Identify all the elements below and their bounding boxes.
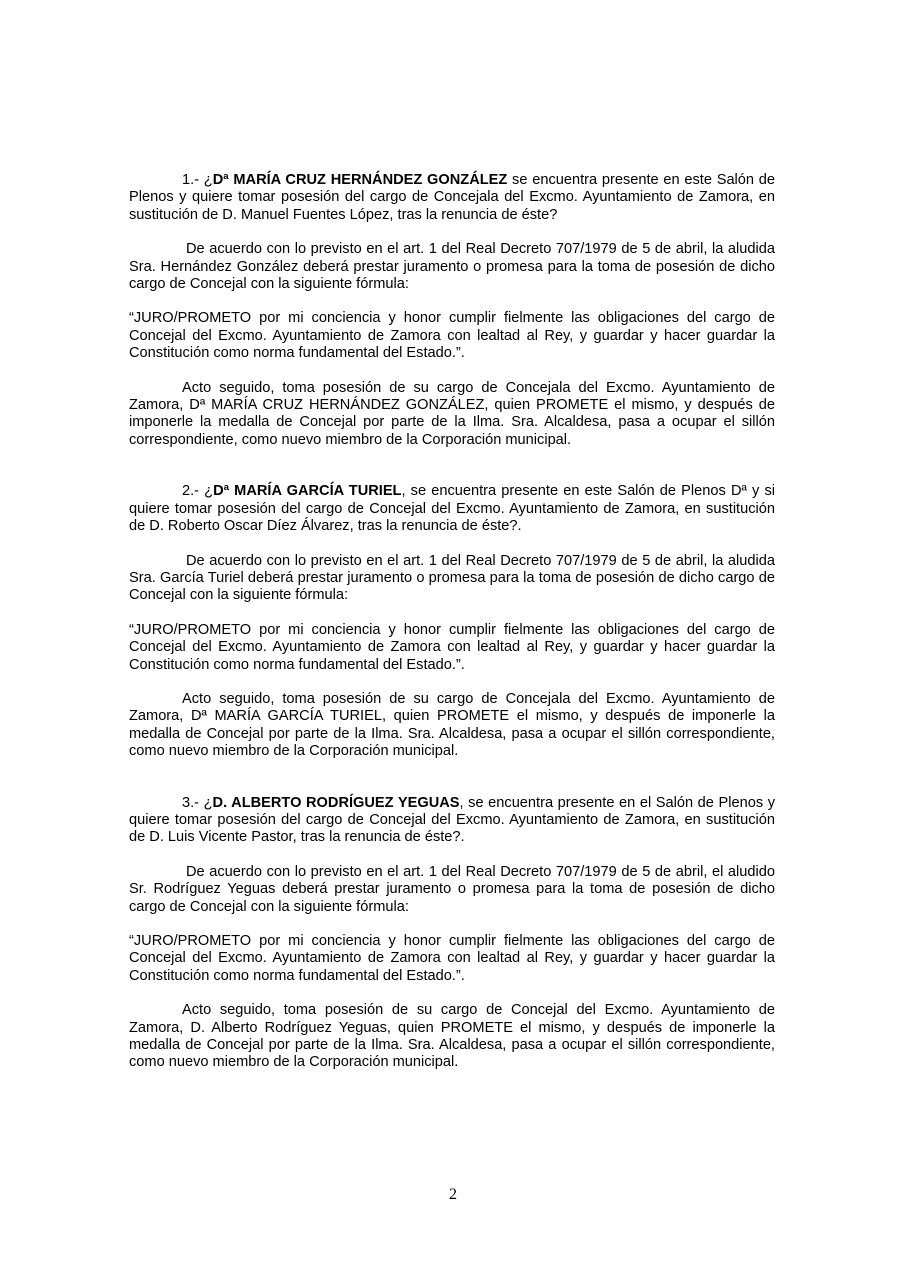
councillor-name: Dª MARÍA GARCÍA TURIEL	[213, 483, 402, 500]
appointment-item-1	[129, 172, 775, 449]
councillor-name: D. ALBERTO RODRÍGUEZ YEGUAS	[212, 794, 460, 811]
oath-formula: “JURO/PROMETO por mi conciencia y honor cumplir fielmente las obligaciones del cargo de Concejal del Excmo. Ayuntamiento de Zamora con lealtad al Rey, y guardar y hacer guardar la Constitución como norma fundamental del Estado.”.	[129, 933, 775, 984]
item-question	[129, 172, 775, 224]
item-number: 1.- ¿	[182, 172, 213, 188]
item-action: Acto seguido, toma posesión de su cargo de Concejal del Excmo. Ayuntamiento de Zamora, D. Alberto Rodríguez Yeguas, quien PROMETE el mismo, y después de imponerle la medalla de Concejal por parte de la Ilma. Sra. Alcaldesa, pasa a ocupar el sillón correspondiente, como nuevo miembro de la Corporación municipal.	[129, 1002, 775, 1071]
item-question-text: , se encuentra presente en este Salón de Plenos Dª y si quiere tomar posesión del cargo de Concejal del Excmo. Ayuntamiento de Zamora, en sustitución de D. Roberto Oscar Díez Álvarez, tras la renuncia de éste?.	[129, 483, 776, 535]
item-number: 3.- ¿	[182, 794, 213, 811]
item-question-text: , se encuentra presente en el Salón de Plenos y quiere tomar posesión del cargo de Concejal del Excmo. Ayuntamiento de Zamora, en sustitución de D. Luis Vicente Pastor, tras la renuncia de éste?.	[129, 794, 775, 846]
item-question-text: se encuentra presente en este Salón de Plenos y quiere tomar posesión del cargo de Concejala del Excmo. Ayuntamiento de Zamora, en sustitución de D. Manuel Fuentes López, tras la renuncia de éste?	[129, 172, 776, 223]
item-number: 2.- ¿	[182, 483, 214, 500]
item-agreement: De acuerdo con lo previsto en el art. 1 del Real Decreto 707/1979 de 5 de abril, la aludida Sra. García Turiel deberá prestar juramento o promesa para la toma de posesión de dicho cargo de Concejal con la siguiente fórmula:	[129, 552, 775, 604]
item-question	[129, 483, 775, 535]
councillor-name: Dª MARÍA CRUZ HERNÁNDEZ GONZÁLEZ	[212, 172, 508, 188]
appointment-item-3	[129, 795, 775, 1072]
item-agreement: De acuerdo con lo previsto en el art. 1 del Real Decreto 707/1979 de 5 de abril, el aludido Sr. Rodríguez Yeguas deberá prestar juramento o promesa para la toma de posesión de dicho cargo de Concejal con la siguiente fórmula:	[129, 863, 775, 915]
oath-formula: “JURO/PROMETO por mi conciencia y honor cumplir fielmente las obligaciones del cargo de Concejal del Excmo. Ayuntamiento de Zamora con lealtad al Rey, y guardar y hacer guardar la Constitución como norma fundamental del Estado.”.	[129, 621, 775, 673]
item-question	[129, 795, 775, 847]
item-action: Acto seguido, toma posesión de su cargo de Concejala del Excmo. Ayuntamiento de Zamora, Dª MARÍA GARCÍA TURIEL, quien PROMETE el mismo, y después de imponerle la medalla de Concejal por parte de la Ilma. Sra. Alcaldesa, pasa a ocupar el sillón correspondiente, como nuevo miembro de la Corporación municipal.	[129, 690, 775, 760]
item-action: Acto seguido, toma posesión de su cargo de Concejala del Excmo. Ayuntamiento de Zamora, Dª MARÍA CRUZ HERNÁNDEZ GONZÁLEZ, quien PROMETE el mismo, y después de imponerle la medalla de Concejal por parte de la Ilma. Sra. Alcaldesa, pasa a ocupar el sillón correspondiente, como nuevo miembro de la Corporación municipal.	[129, 379, 775, 448]
document-body	[129, 172, 775, 1072]
appointment-item-2	[129, 483, 775, 760]
oath-formula: “JURO/PROMETO por mi conciencia y honor cumplir fielmente las obligaciones del cargo de Concejal del Excmo. Ayuntamiento de Zamora con lealtad al Rey, y guardar y hacer guardar la Constitución como norma fundamental del Estado.”.	[129, 310, 775, 362]
page-number: 2	[449, 1186, 457, 1203]
item-agreement: De acuerdo con lo previsto en el art. 1 del Real Decreto 707/1979 de 5 de abril, la aludida Sra. Hernández González deberá prestar juramento o promesa para la toma de posesión de dicho cargo de Concejal con la siguiente fórmula:	[129, 241, 775, 293]
